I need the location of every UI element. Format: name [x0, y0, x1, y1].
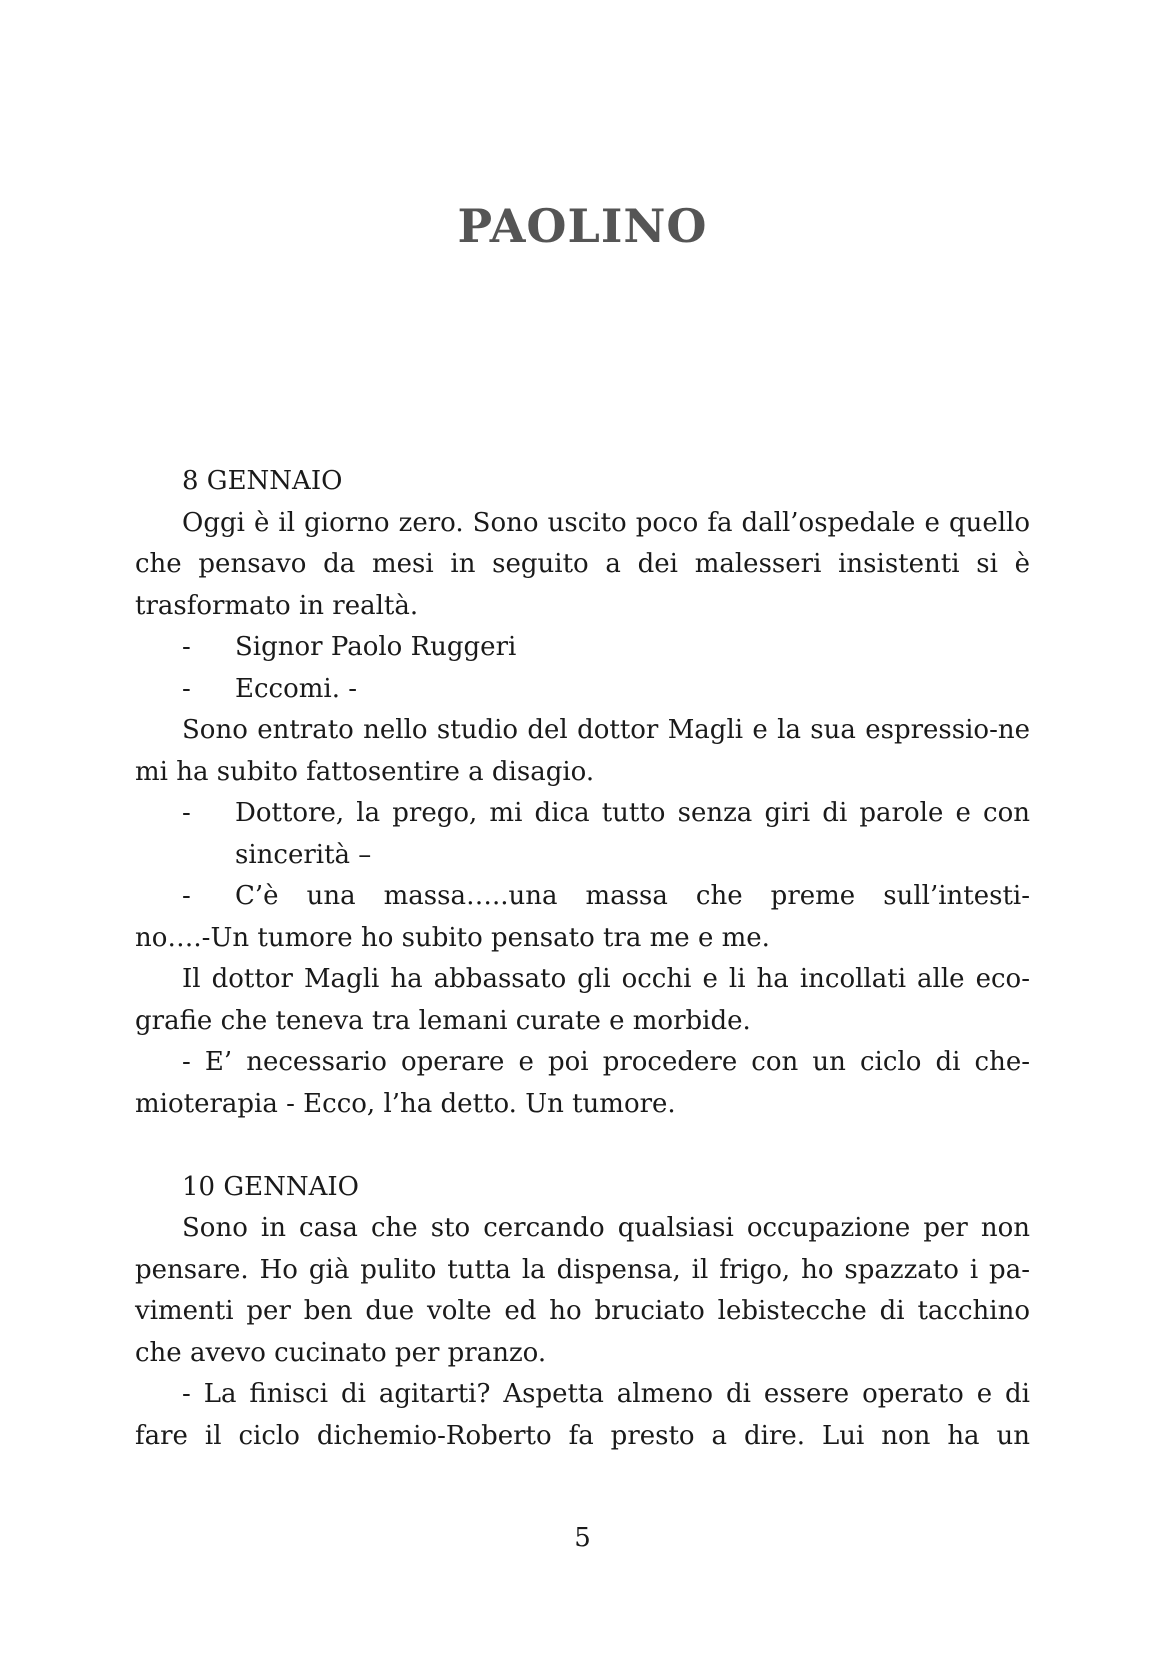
paragraph: Sono entrato nello studio del dottor Magli e la sua espressio-ne mi ha subito fattosentire a disagio.: [135, 715, 1030, 787]
page-number: 5: [574, 1523, 591, 1553]
entry-date: 10 GENNAIO: [182, 1171, 359, 1202]
dialogue-line: [135, 627, 1030, 669]
dialogue-text: Eccomi. -: [235, 673, 358, 704]
dialogue-line: [135, 669, 1030, 711]
dialogue-dash: -: [182, 632, 191, 662]
paragraph: Il dottor Magli ha abbassato gli occhi e li ha incollati alle eco-grafie che teneva tra lemani curate e morbide.: [135, 964, 1030, 1036]
dialogue-line: [135, 876, 1030, 918]
dialogue-dash: -: [182, 881, 191, 911]
page-body: [135, 461, 1030, 1457]
dialogue-line: [135, 793, 1030, 876]
paragraph: no….-Un tumore ho subito pensato tra me e me.: [135, 922, 770, 953]
entry-date: 8 GENNAIO: [182, 466, 343, 496]
paragraph: - La finisci di agitarti? Aspetta almeno di essere operato e di fare il ciclo dichemio-Roberto fa presto a dire. Lui non ha un: [135, 1379, 1030, 1451]
chapter-title: PAOLINO: [457, 199, 708, 253]
dialogue-text: C’è una massa…..una massa che preme sull’intesti-: [235, 881, 1030, 911]
dialogue-dash: -: [182, 798, 191, 828]
section-gap: [135, 1125, 1030, 1167]
paragraph: Oggi è il giorno zero. Sono uscito poco fa dall’ospedale e quello che pensavo da mesi in seguito a dei malesseri insistenti si è trasformato in realtà.: [135, 507, 1030, 621]
dialogue-dash: -: [182, 673, 191, 704]
paragraph: - E’ necessario operare e poi procedere con un ciclo di che-mioterapia - Ecco, l’ha detto. Un tumore.: [135, 1047, 1030, 1119]
dialogue-text: Signor Paolo Ruggeri: [235, 632, 517, 662]
dialogue-text: Dottore, la prego, mi dica tutto senza giri di parole e con sincerità –: [235, 798, 1030, 870]
paragraph: Sono in casa che sto cercando qualsiasi occupazione per non pensare. Ho già pulito tutta la dispensa, il frigo, ho spazzato i pa-vimenti per ben due volte ed ho bruciato lebistecche di tacchino che avevo cucinato per pranzo.: [135, 1213, 1030, 1368]
